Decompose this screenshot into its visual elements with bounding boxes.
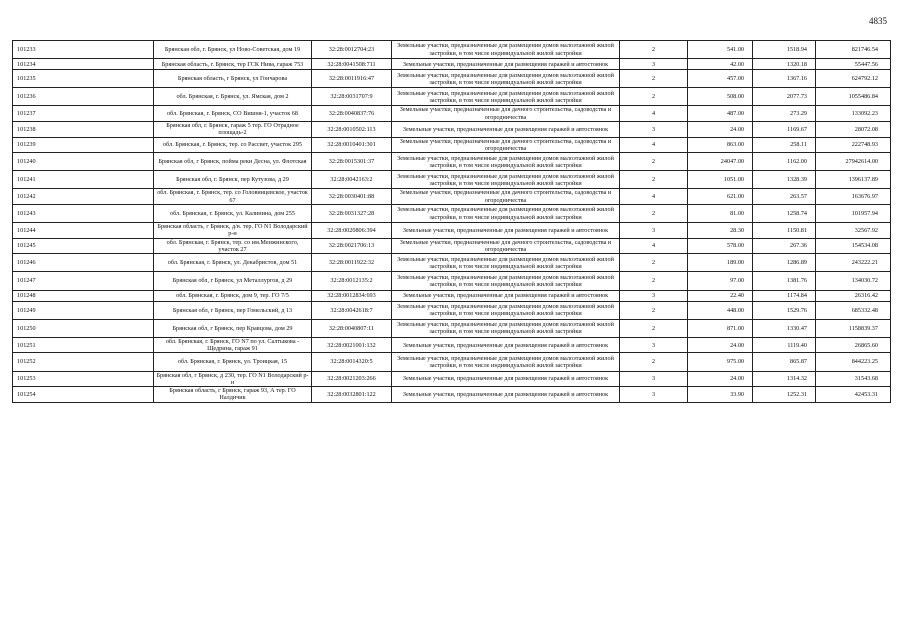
table-row — [13, 153, 891, 171]
cell-land-use: Земельные участки, предназначенные для размещения домов малоэтажной жилой застройки, в том числе индивидуальной жилой застройки — [392, 88, 620, 106]
cell-record-id: 101247 — [13, 272, 154, 290]
cell-record-id: 101245 — [13, 238, 154, 254]
cell-cadastral-number: 32:28:0010401:301 — [312, 137, 392, 153]
cell-land-use: Земельные участки, предназначенные для размещения домов малоэтажной жилой застройки, в том числе индивидуальной жилой застройки — [392, 353, 620, 371]
cell-group: 3 — [620, 371, 688, 387]
cell-cadastral-value: 134030.72 — [816, 272, 891, 290]
cell-record-id: 101244 — [13, 223, 154, 239]
cell-group: 4 — [620, 238, 688, 254]
cell-cadastral-number: 32:28:0012834:693 — [312, 290, 392, 301]
cell-group: 2 — [620, 353, 688, 371]
cell-address: Брянская обл, г. Брянск, гараж 5 тер. ГО Отрадное площадь-2 — [154, 122, 312, 138]
cell-land-use: Земельные участки, предназначенные для размещения гаражей и автостоянок — [392, 223, 620, 239]
cell-cadastral-number: 32:28:0032801:122 — [312, 387, 392, 403]
cell-specific-value: 1119.40 — [753, 337, 816, 353]
cell-cadastral-number: 32:28:0021001:132 — [312, 337, 392, 353]
cell-cadastral-value: 243222.21 — [816, 254, 891, 272]
cell-address: обл. Брянская, г. Брянск, ул. Ямская, дом 2 — [154, 88, 312, 106]
cell-address: обл. Брянская, г. Брянск, СО Вишня-1, участок 68 — [154, 106, 312, 122]
cell-group: 2 — [620, 254, 688, 272]
cell-specific-value: 2077.73 — [753, 88, 816, 106]
cell-record-id: 101243 — [13, 205, 154, 223]
cell-specific-value: 865.87 — [753, 353, 816, 371]
table-row — [13, 238, 891, 254]
cell-cadastral-number: 32:28:0030401:88 — [312, 189, 392, 205]
cell-cadastral-value: 844223.25 — [816, 353, 891, 371]
cell-address: обл. Брянская, г. Брянск, тер. со им.Менжинского, участок 27 — [154, 238, 312, 254]
cell-address: Брянская область, г Брянск, ул Гончарова — [154, 70, 312, 88]
cell-group: 3 — [620, 122, 688, 138]
table-row — [13, 371, 891, 387]
cell-cadastral-value: 222748.93 — [816, 137, 891, 153]
cell-land-use: Земельные участки, предназначенные для размещения домов малоэтажной жилой застройки, в том числе индивидуальной жилой застройки — [392, 319, 620, 337]
cell-specific-value: 1328.39 — [753, 171, 816, 189]
cell-land-use: Земельные участки, предназначенные для дачного строительства, садоводства и огородничества — [392, 189, 620, 205]
cell-cadastral-value: 101957.94 — [816, 205, 891, 223]
cell-address: Брянская область, г Брянск, д/в. тер. ГО N1 Володарский р-н — [154, 223, 312, 239]
cell-specific-value: 1518.94 — [753, 41, 816, 59]
cell-cadastral-number: 32:28:0042618:7 — [312, 301, 392, 319]
cell-address: обл. Брянская, г. Брянск, ул. Калинина, дом 255 — [154, 205, 312, 223]
cell-land-use: Земельные участки, предназначенные для размещения гаражей и автостоянок — [392, 387, 620, 403]
cell-specific-value: 1529.76 — [753, 301, 816, 319]
cell-land-use: Земельные участки, предназначенные для размещения домов малоэтажной жилой застройки, в том числе индивидуальной жилой застройки — [392, 70, 620, 88]
table-row — [13, 171, 891, 189]
cell-land-use: Земельные участки, предназначенные для размещения гаражей и автостоянок — [392, 371, 620, 387]
cell-cadastral-number: 32:28:0021706:13 — [312, 238, 392, 254]
cell-group: 4 — [620, 189, 688, 205]
cell-group: 3 — [620, 387, 688, 403]
cell-record-id: 101239 — [13, 137, 154, 153]
cell-group: 3 — [620, 337, 688, 353]
table-row — [13, 353, 891, 371]
cell-specific-value: 1286.89 — [753, 254, 816, 272]
table-row — [13, 70, 891, 88]
cell-cadastral-value: 32567.92 — [816, 223, 891, 239]
cell-area: 22.40 — [688, 290, 753, 301]
cell-group: 3 — [620, 223, 688, 239]
table-row — [13, 59, 891, 70]
cell-cadastral-number: 32:28:0040837:76 — [312, 106, 392, 122]
cell-cadastral-number: 32:28:0020806:394 — [312, 223, 392, 239]
cell-specific-value: 1314.32 — [753, 371, 816, 387]
cell-address: Брянская обл, г. Брянск, ул Ново-Советская, дом 19 — [154, 41, 312, 59]
cell-area: 863.00 — [688, 137, 753, 153]
table-row — [13, 41, 891, 59]
cell-group: 2 — [620, 88, 688, 106]
cell-area: 487.00 — [688, 106, 753, 122]
table-row — [13, 319, 891, 337]
cell-specific-value: 1258.74 — [753, 205, 816, 223]
cell-group: 2 — [620, 70, 688, 88]
cell-cadastral-value: 1396137.89 — [816, 171, 891, 189]
cell-record-id: 101253 — [13, 371, 154, 387]
page-number: 4835 — [869, 16, 887, 26]
cell-group: 2 — [620, 272, 688, 290]
cell-specific-value: 267.36 — [753, 238, 816, 254]
cell-record-id: 101241 — [13, 171, 154, 189]
cell-area: 24047.00 — [688, 153, 753, 171]
cell-group: 2 — [620, 319, 688, 337]
cell-specific-value: 1169.67 — [753, 122, 816, 138]
cell-cadastral-value: 163676.97 — [816, 189, 891, 205]
cell-specific-value: 1381.76 — [753, 272, 816, 290]
cell-area: 189.00 — [688, 254, 753, 272]
cell-area: 97.00 — [688, 272, 753, 290]
cell-area: 81.00 — [688, 205, 753, 223]
cell-area: 975.00 — [688, 353, 753, 371]
cell-land-use: Земельные участки, предназначенные для дачного строительства, садоводства и огородничества — [392, 106, 620, 122]
cell-area: 871.00 — [688, 319, 753, 337]
cell-cadastral-number: 32:28:0015301:37 — [312, 153, 392, 171]
cell-cadastral-value: 55447.56 — [816, 59, 891, 70]
cell-record-id: 101251 — [13, 337, 154, 353]
cell-land-use: Земельные участки, предназначенные для дачного строительства, садоводства и огородничества — [392, 238, 620, 254]
cell-record-id: 101233 — [13, 41, 154, 59]
cell-record-id: 101237 — [13, 106, 154, 122]
cell-cadastral-value: 685332.48 — [816, 301, 891, 319]
cell-address: Брянская обл, г Брянск, пер Гомельский, д 13 — [154, 301, 312, 319]
cell-address: обл. Брянская, г. Брянск, тер. со Рассвет, участок 295 — [154, 137, 312, 153]
cell-area: 457.00 — [688, 70, 753, 88]
cell-address: Брянская обл, г Брянск, д 230, тер. ГО N1 Володарский р-н — [154, 371, 312, 387]
cell-specific-value: 1252.31 — [753, 387, 816, 403]
cell-address: Брянская обл, г Брянск, пер Кравцова, дом 29 — [154, 319, 312, 337]
cell-record-id: 101234 — [13, 59, 154, 70]
cell-area: 448.00 — [688, 301, 753, 319]
cell-address: обл. Брянская, г. Брянск, ул. Троицкая, 15 — [154, 353, 312, 371]
cell-record-id: 101242 — [13, 189, 154, 205]
cell-cadastral-value: 26316.42 — [816, 290, 891, 301]
cell-cadastral-value: 1158839.37 — [816, 319, 891, 337]
table-row — [13, 88, 891, 106]
table-row — [13, 189, 891, 205]
cell-cadastral-value: 26865.60 — [816, 337, 891, 353]
cadastral-value-table — [12, 40, 891, 403]
cell-cadastral-value: 624792.12 — [816, 70, 891, 88]
cell-cadastral-value: 821746.54 — [816, 41, 891, 59]
cell-specific-value: 1150.81 — [753, 223, 816, 239]
cell-land-use: Земельные участки, предназначенные для размещения домов малоэтажной жилой застройки, в том числе индивидуальной жилой застройки — [392, 153, 620, 171]
cell-specific-value: 1330.47 — [753, 319, 816, 337]
cell-specific-value: 1320.18 — [753, 59, 816, 70]
cell-cadastral-number: 32:28:0010502:113 — [312, 122, 392, 138]
cell-cadastral-number: 32:28:0031327:28 — [312, 205, 392, 223]
cell-specific-value: 258.11 — [753, 137, 816, 153]
cell-record-id: 101236 — [13, 88, 154, 106]
cell-area: 1051.00 — [688, 171, 753, 189]
cell-address: обл. Брянская, г. Брянск, дом 9, тер. ГО 7/5 — [154, 290, 312, 301]
cell-area: 541.00 — [688, 41, 753, 59]
table-row — [13, 337, 891, 353]
cell-cadastral-number: 32:28:0042163:2 — [312, 171, 392, 189]
table-row — [13, 106, 891, 122]
cell-specific-value: 1162.00 — [753, 153, 816, 171]
cell-record-id: 101249 — [13, 301, 154, 319]
cell-specific-value: 273.29 — [753, 106, 816, 122]
cell-area: 24.00 — [688, 371, 753, 387]
cell-group: 2 — [620, 205, 688, 223]
cell-area: 578.00 — [688, 238, 753, 254]
cell-cadastral-number: 32:28:0021203:266 — [312, 371, 392, 387]
cell-specific-value: 263.57 — [753, 189, 816, 205]
cell-cadastral-value: 133092.23 — [816, 106, 891, 122]
table-row — [13, 223, 891, 239]
cell-record-id: 101250 — [13, 319, 154, 337]
cell-land-use: Земельные участки, предназначенные для размещения гаражей и автостоянок — [392, 122, 620, 138]
cell-area: 33.90 — [688, 387, 753, 403]
cell-record-id: 101235 — [13, 70, 154, 88]
cell-area: 28.30 — [688, 223, 753, 239]
cell-cadastral-number: 32:28:0012704:23 — [312, 41, 392, 59]
cell-address: обл. Брянская, г. Брянск, тер. со Головинцевское, участок 67 — [154, 189, 312, 205]
cell-cadastral-number: 32:28:0041508:711 — [312, 59, 392, 70]
cell-record-id: 101252 — [13, 353, 154, 371]
cell-area: 621.00 — [688, 189, 753, 205]
cell-address: обл. Брянская, г. Брянск, ГО N7 по ул. Салтыкова - Щедрина, гараж 91 — [154, 337, 312, 353]
cell-group: 3 — [620, 59, 688, 70]
cell-cadastral-number: 32:28:0031707:9 — [312, 88, 392, 106]
cell-cadastral-number: 32:28:0040807:11 — [312, 319, 392, 337]
cell-group: 2 — [620, 153, 688, 171]
table-body — [13, 41, 891, 403]
cell-land-use: Земельные участки, предназначенные для размещения гаражей и автостоянок — [392, 337, 620, 353]
cell-area: 42.00 — [688, 59, 753, 70]
table-row — [13, 290, 891, 301]
cell-group: 4 — [620, 106, 688, 122]
cell-address: Брянская обл, г Брянск, ул Металлургов, д 29 — [154, 272, 312, 290]
cell-land-use: Земельные участки, предназначенные для размещения домов малоэтажной жилой застройки, в том числе индивидуальной жилой застройки — [392, 41, 620, 59]
table-row — [13, 387, 891, 403]
cell-cadastral-value: 31543.68 — [816, 371, 891, 387]
cell-group: 3 — [620, 290, 688, 301]
table-row — [13, 301, 891, 319]
cell-land-use: Земельные участки, предназначенные для размещения домов малоэтажной жилой застройки, в том числе индивидуальной жилой застройки — [392, 171, 620, 189]
cell-record-id: 101254 — [13, 387, 154, 403]
cell-land-use: Земельные участки, предназначенные для размещения домов малоэтажной жилой застройки, в том числе индивидуальной жилой застройки — [392, 205, 620, 223]
cell-specific-value: 1367.16 — [753, 70, 816, 88]
cell-record-id: 101240 — [13, 153, 154, 171]
cell-group: 2 — [620, 41, 688, 59]
cell-specific-value: 1174.84 — [753, 290, 816, 301]
cell-land-use: Земельные участки, предназначенные для дачного строительства, садоводства и огородничества — [392, 137, 620, 153]
cell-cadastral-value: 28072.08 — [816, 122, 891, 138]
cell-land-use: Земельные участки, предназначенные для размещения домов малоэтажной жилой застройки, в том числе индивидуальной жилой застройки — [392, 301, 620, 319]
cell-cadastral-number: 32:28:0012135:2 — [312, 272, 392, 290]
cell-address: Брянская обл, г Брянск, пойма реки Десна, ул. Флотская — [154, 153, 312, 171]
cell-record-id: 101238 — [13, 122, 154, 138]
cell-cadastral-value: 154534.08 — [816, 238, 891, 254]
cell-land-use: Земельные участки, предназначенные для размещения гаражей и автостоянок — [392, 290, 620, 301]
cell-record-id: 101248 — [13, 290, 154, 301]
table-row — [13, 272, 891, 290]
table-row — [13, 122, 891, 138]
cell-area: 24.00 — [688, 337, 753, 353]
cell-address: Брянская область, г. Брянск, тер ГСК Нива, гараж 753 — [154, 59, 312, 70]
cell-area: 24.00 — [688, 122, 753, 138]
cell-area: 508.00 — [688, 88, 753, 106]
table-row — [13, 137, 891, 153]
cell-land-use: Земельные участки, предназначенные для размещения домов малоэтажной жилой застройки, в том числе индивидуальной жилой застройки — [392, 254, 620, 272]
cell-land-use: Земельные участки, предназначенные для размещения гаражей и автостоянок — [392, 59, 620, 70]
cell-cadastral-number: 32:28:0014320:5 — [312, 353, 392, 371]
table-row — [13, 254, 891, 272]
cell-cadastral-value: 1055486.84 — [816, 88, 891, 106]
cell-group: 2 — [620, 301, 688, 319]
cell-cadastral-value: 27942614.00 — [816, 153, 891, 171]
cell-address: Брянская обл, г. Брянск, пер Кутузова, д 29 — [154, 171, 312, 189]
cell-group: 2 — [620, 171, 688, 189]
cell-cadastral-value: 42453.31 — [816, 387, 891, 403]
cell-address: Брянская область, г Брянск, гараж 93, А тер. ГО Налдичик — [154, 387, 312, 403]
table-row — [13, 205, 891, 223]
cell-land-use: Земельные участки, предназначенные для размещения домов малоэтажной жилой застройки, в том числе индивидуальной жилой застройки — [392, 272, 620, 290]
cell-group: 4 — [620, 137, 688, 153]
cell-address: обл. Брянская, г. Брянск, ул. Декабристов, дом 51 — [154, 254, 312, 272]
cell-record-id: 101246 — [13, 254, 154, 272]
cell-cadastral-number: 32:28:0011916:47 — [312, 70, 392, 88]
cell-cadastral-number: 32:28:0011922:32 — [312, 254, 392, 272]
